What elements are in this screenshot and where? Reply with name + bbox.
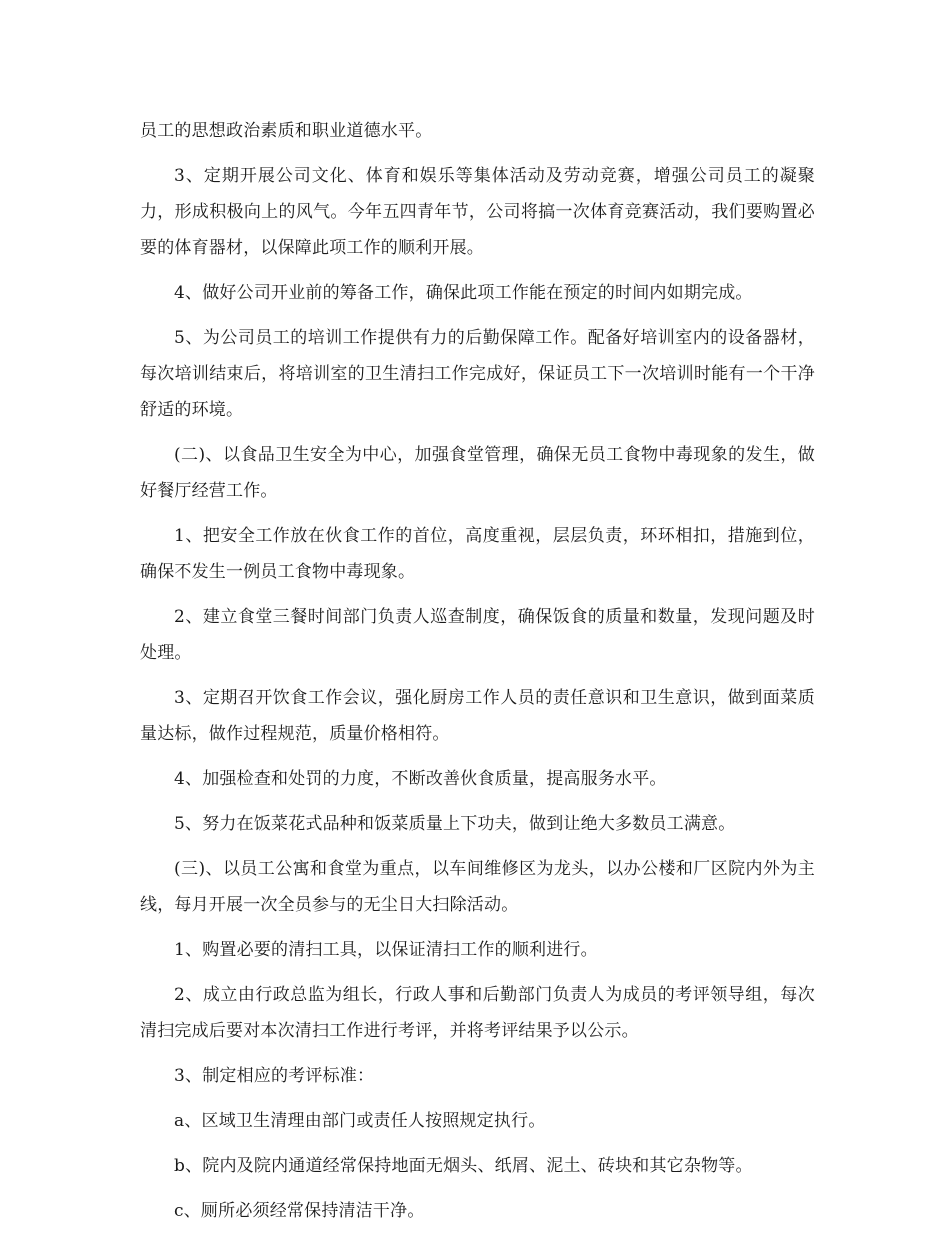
paragraph: 2、建立食堂三餐时间部门负责人巡查制度，确保饭食的质量和数量，发现问题及时处理。 (140, 607, 815, 663)
paragraph: 3、定期召开饮食工作会议，强化厨房工作人员的责任意识和卫生意识，做到面菜质量达标，做作过程规范，质量价格相符。 (140, 688, 815, 744)
list-item: a、区域卫生清理由部门或责任人按照规定执行。 (174, 1111, 546, 1131)
section-heading-paragraph: (二)、以食品卫生安全为中心，加强食堂管理，确保无员工食物中毒现象的发生，做好餐厅经营工作。 (140, 445, 815, 501)
document-body (140, 113, 815, 1238)
paragraph: 3、定期开展公司文化、体育和娱乐等集体活动及劳动竞赛，增强公司员工的凝聚力，形成积极向上的风气。今年五四青年节，公司将搞一次体育竞赛活动，我们要购置必要的体育器材，以保障此项工作的顺利开展。 (140, 166, 815, 258)
paragraph: 4、加强检查和处罚的力度，不断改善伙食质量，提高服务水平。 (174, 769, 667, 789)
list-item: c、厕所必须经常保持清洁干净。 (174, 1201, 425, 1221)
paragraph: 员工的思想政治素质和职业道德水平。 (140, 121, 433, 141)
paragraph: 1、把安全工作放在伙食工作的首位，高度重视，层层负责，环环相扣，措施到位，确保不发生一例员工食物中毒现象。 (140, 526, 815, 582)
paragraph: 2、成立由行政总监为组长，行政人事和后勤部门负责人为成员的考评领导组，每次清扫完成后要对本次清扫工作进行考评，并将考评结果予以公示。 (140, 985, 815, 1041)
paragraph: 4、做好公司开业前的筹备工作，确保此项工作能在预定的时间内如期完成。 (174, 283, 753, 303)
paragraph: 1、购置必要的清扫工具，以保证清扫工作的顺利进行。 (174, 940, 598, 960)
paragraph: 5、为公司员工的培训工作提供有力的后勤保障工作。配备好培训室内的设备器材，每次培训结束后，将培训室的卫生清扫工作完成好，保证员工下一次培训时能有一个干净舒适的环境。 (140, 328, 815, 420)
list-item: b、院内及院内通道经常保持地面无烟头、纸屑、泥土、砖块和其它杂物等。 (174, 1156, 753, 1176)
paragraph: 5、努力在饭菜花式品种和饭菜质量上下功夫，做到让绝大多数员工满意。 (174, 814, 736, 834)
paragraph: 3、制定相应的考评标准： (174, 1066, 375, 1086)
section-heading-paragraph: (三)、以员工公寓和食堂为重点，以车间维修区为龙头，以办公楼和厂区院内外为主线，每月开展一次全员参与的无尘日大扫除活动。 (140, 859, 815, 915)
